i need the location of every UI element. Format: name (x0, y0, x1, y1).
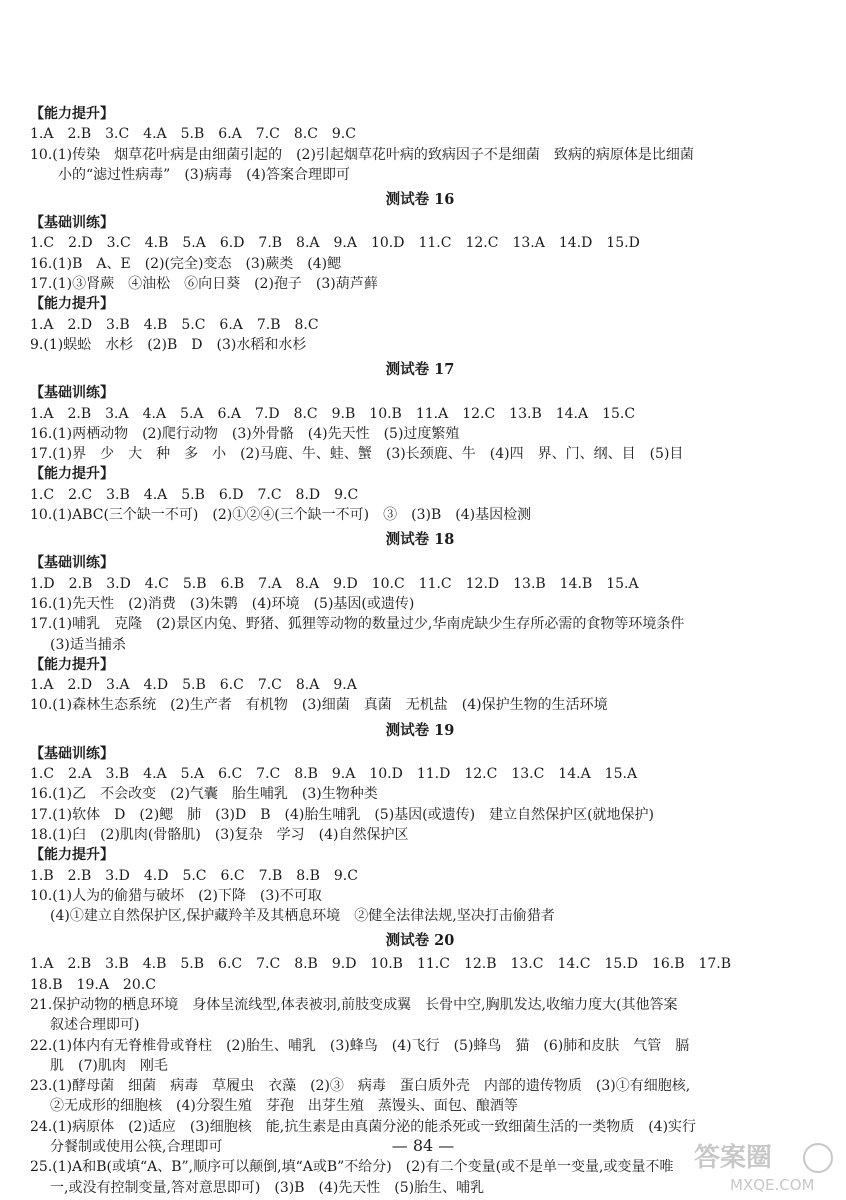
section-heading: 【能力提升】 (30, 106, 114, 122)
section-heading: 【基础训练】 (30, 555, 114, 572)
answer-line: 23.(1)酵母菌 细菌 病毒 草履虫 衣藻 (2)③ 病毒 蛋白质外壳 内部的遗传物质 (3)①有细胞核, (30, 1078, 691, 1095)
answer-line: ②无成形的细胞核 (4)分裂生殖 芽孢 出芽生殖 蒸馒头、面包、酿酒等 (50, 1098, 518, 1115)
answer-line: 21.保护动物的栖息环境 身体呈流线型,体表被羽,前肢变成翼 长骨中空,胸肌发达,收缩力度大(其他答案 (30, 996, 678, 1013)
answer-line: 1.C 2.D 3.C 4.B 5.A 6.D 7.B 8.A 9.A 10.D 11.C 12.C 13.A 14.D 15.D (30, 235, 640, 252)
answer-line: (4)①建立自然保护区,保护藏羚羊及其栖息环境 ②健全法律法规,坚决打击偷猎者 (50, 908, 555, 925)
answer-line: 16.(1)两栖动物 (2)爬行动物 (3)外骨骼 (4)先天性 (5)过度繁殖 (30, 425, 460, 442)
answer-line: 1.A 2.B 3.C 4.A 5.B 6.A 7.C 8.C 9.C (30, 126, 356, 143)
answer-line: 17.(1)软体 D (2)鳃 肺 (3)D B (4)胎生哺乳 (5)基因(或遗传) 建立自然保护区(就地保护) (30, 806, 655, 823)
answer-line: 10.(1)森林生态系统 (2)生产者 有机物 (3)细菌 真菌 无机盐 (4)保护生物的生活环境 (30, 697, 608, 714)
answer-line: 16.(1)先天性 (2)消费 (3)朱鹮 (4)环境 (5)基因(或遗传) (30, 595, 415, 612)
answer-content (30, 104, 810, 1198)
answer-line: 1.C 2.C 3.B 4.A 5.B 6.D 7.C 8.D 9.C (30, 486, 359, 503)
answer-line: 18.(1)臼 (2)肌肉(骨骼肌) (3)复杂 学习 (4)自然保护区 (30, 826, 409, 843)
answer-line: 小的“滤过性病毒” (3)病毒 (4)答案合理即可 (58, 166, 350, 183)
test-title: 测试卷 19 (385, 721, 455, 739)
test-title: 测试卷 20 (385, 932, 455, 950)
answer-line: (3)适当捕杀 (50, 636, 126, 653)
watermark-logo (690, 1136, 840, 1196)
test-title: 测试卷 16 (385, 191, 455, 209)
answer-line: 1.A 2.B 3.B 4.B 5.B 6.C 7.C 8.B 9.D 10.B 11.C 12.B 13.C 14.C 15.D 16.B 17.B (30, 956, 732, 973)
section-heading: 【能力提升】 (30, 847, 114, 864)
answer-line: 叙述合理即可) (50, 1017, 140, 1034)
answer-line: 17.(1)界 少 大 种 多 小 (2)马鹿、牛、蛙、蟹 (3)长颈鹿、牛 (4)四 界、门、纲、目 (5)目 (30, 446, 684, 463)
answer-line: 24.(1)病原体 (2)适应 (3)细胞核 能,抗生素是由真菌分泌的能杀死或一致细菌生活的一类物质 (4)实行 (30, 1118, 697, 1135)
answer-line: 1.A 2.D 3.B 4.B 5.C 6.A 7.B 8.C (30, 316, 319, 333)
section-heading: 【基础训练】 (30, 745, 114, 762)
section-heading: 【能力提升】 (30, 296, 114, 313)
answer-line: 10.(1)传染 烟草花叶病是由细菌引起的 (2)引起烟草花叶病的致病因子不是细菌 致病的病原体是比细菌 (30, 146, 694, 163)
watermark-logo-text: 答案圈 (694, 1143, 773, 1173)
section-heading: 【能力提升】 (30, 656, 114, 673)
answer-line: 9.(1)蜈蚣 水杉 (2)B D (3)水稻和水杉 (30, 336, 307, 353)
section-heading: 【基础训练】 (30, 215, 114, 232)
answer-line: 1.D 2.B 3.D 4.C 5.B 6.B 7.A 8.A 9.D 10.C 11.C 12.D 13.B 14.B 15.A (30, 575, 639, 592)
answer-line: 1.C 2.A 3.B 4.A 5.A 6.C 7.C 8.B 9.A 10.D 11.D 12.C 13.C 14.A 15.A (30, 766, 638, 783)
answer-line: 17.(1)③肾蕨 ④油松 ⑥向日葵 (2)孢子 (3)葫芦藓 (30, 276, 378, 293)
test-title: 测试卷 17 (385, 361, 455, 379)
page-number: — 84 — (391, 1136, 455, 1155)
answer-line: 1.A 2.D 3.A 4.D 5.B 6.C 7.C 8.A 9.A (30, 677, 357, 694)
test-title: 测试卷 18 (385, 531, 455, 549)
answer-line: 分餐制或使用公筷,合理即可 (50, 1139, 223, 1156)
answer-line: 10.(1)ABC(三个缺一不可) (2)①②④(三个缺一不可) ③ (3)B (4)基因检测 (30, 507, 532, 524)
answer-line: 1.B 2.B 3.D 4.D 5.C 6.C 7.B 8.B 9.C (30, 867, 358, 884)
answer-line: 18.B 19.A 20.C (30, 976, 156, 993)
answer-line: 16.(1)乙 不会改变 (2)气囊 胎生哺乳 (3)生物种类 (30, 786, 378, 803)
answer-line: 17.(1)哺乳 克隆 (2)景区内兔、野猪、狐狸等动物的数量过少,华南虎缺少生存所必需的食物等环境条件 (30, 616, 685, 633)
section-heading: 【能力提升】 (30, 466, 114, 483)
watermark-site-text: MXQE.COM (730, 1176, 815, 1194)
answer-line: 10.(1)人为的偷猎与破坏 (2)下降 (3)不可取 (30, 887, 322, 904)
answer-line: 25.(1)A和B(或填“A、B”,顺序可以颠倒,填“A或B”不给分) (2)有二个变量(或不是单一变量,或变量不唯 (30, 1159, 674, 1176)
answer-line: 肌 (7)肌肉 刚毛 (50, 1057, 168, 1074)
answer-line: 22.(1)体内有无脊椎骨或脊柱 (2)胎生、哺乳 (3)蜂鸟 (4)飞行 (5)蜂鸟 猫 (6)肺和皮肤 气管 膈 (30, 1037, 690, 1054)
answer-line: 一,或没有控制变量,答对意思即可) (3)B (4)先天性 (5)胎生、哺乳 (50, 1179, 485, 1196)
section-heading: 【基础训练】 (30, 385, 114, 402)
answer-line: 1.A 2.B 3.A 4.A 5.A 6.A 7.D 8.C 9.B 10.B 11.A 12.C 13.B 14.A 15.C (30, 405, 636, 422)
answer-line: 16.(1)B A、E (2)(完全)变态 (3)蕨类 (4)鳃 (30, 255, 342, 272)
watermark-circle-icon (804, 1144, 832, 1172)
